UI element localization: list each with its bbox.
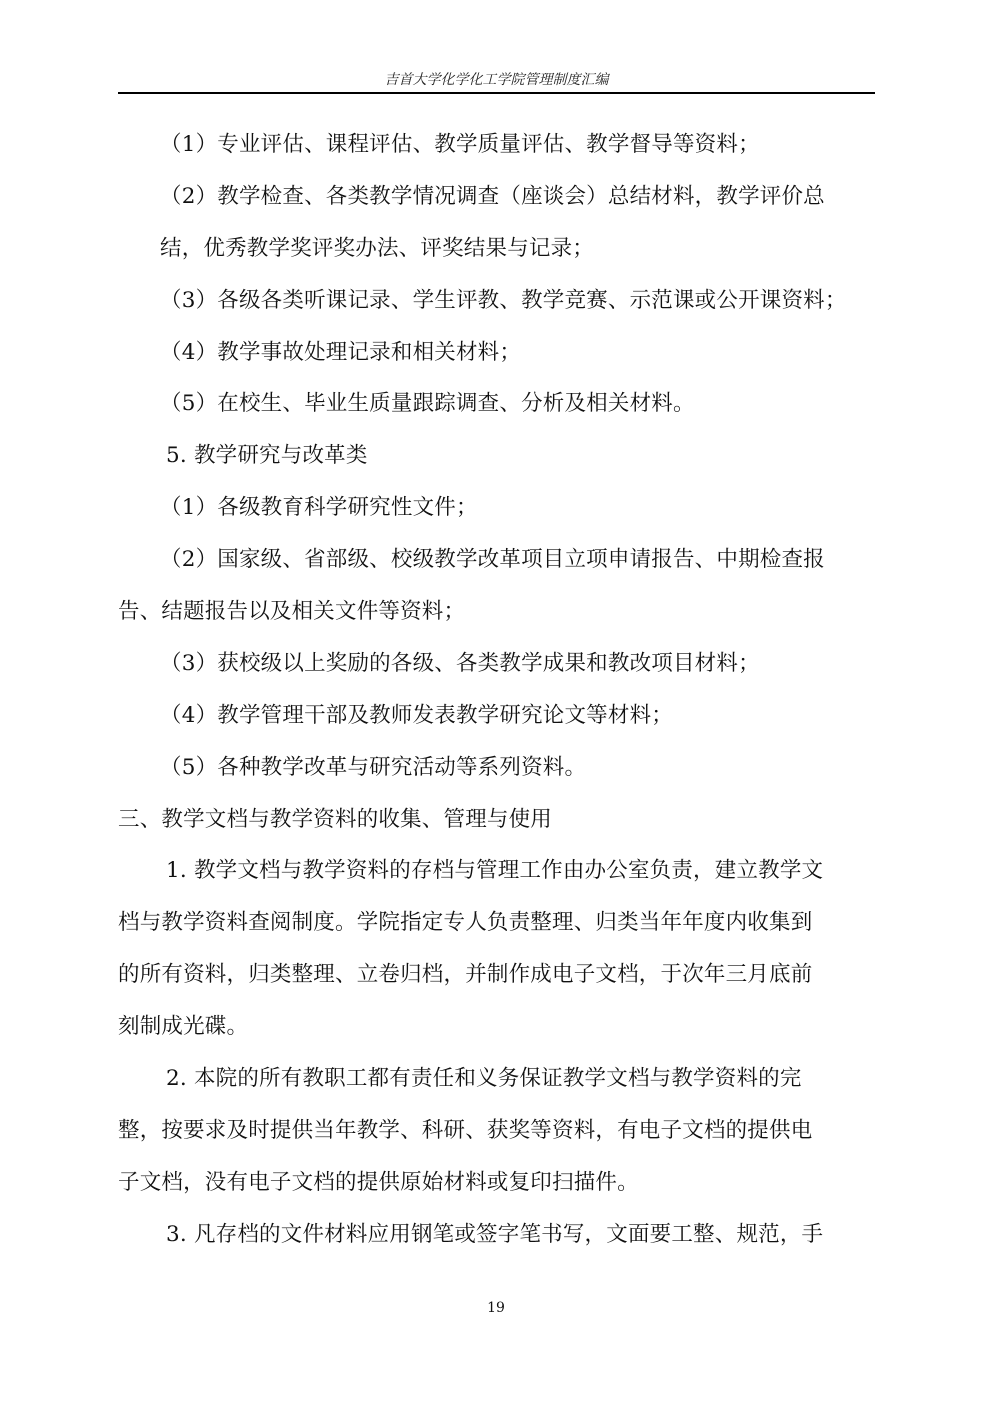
text-line: （3）获校级以上奖励的各级、各类教学成果和教改项目材料；: [160, 650, 760, 676]
text-line: （2）国家级、省部级、校级教学改革项目立项申请报告、中期检查报: [160, 547, 825, 573]
document-body: [118, 125, 875, 1267]
paragraph-line: 整，按要求及时提供当年教学、科研、获奖等资料，有电子文档的提供电: [118, 1117, 813, 1143]
running-header: 吉首大学化学化工学院管理制度汇编: [384, 72, 609, 88]
text-line: （2）教学检查、各类教学情况调查（座谈会）总结材料，教学评价总: [160, 183, 825, 209]
header-divider: [118, 92, 875, 94]
chapter-heading: 三、教学文档与教学资料的收集、管理与使用: [118, 806, 553, 832]
page-number: 19: [487, 1300, 505, 1316]
text-line: 结，优秀教学奖评奖办法、评奖结果与记录；: [160, 235, 595, 261]
text-line: （5）各种教学改革与研究活动等系列资料。: [160, 754, 587, 780]
paragraph-line: 3. 凡存档的文件材料应用钢笔或签字笔书写，文面要工整、规范，手: [166, 1221, 824, 1247]
text-line: （3）各级各类听课记录、学生评教、教学竞赛、示范课或公开课资料；: [160, 287, 847, 313]
text-line: （1）各级教育科学研究性文件；: [160, 495, 478, 521]
paragraph-line: 档与教学资料查阅制度。学院指定专人负责整理、归类当年年度内收集到: [118, 910, 813, 936]
paragraph-line: 刻制成光碟。: [118, 1014, 249, 1040]
section-heading: 5. 教学研究与改革类: [166, 443, 368, 469]
paragraph-line: 子文档，没有电子文档的提供原始材料或复印扫描件。: [118, 1169, 639, 1195]
paragraph-line: 的所有资料，归类整理、立卷归档，并制作成电子文档，于次年三月底前: [118, 962, 813, 988]
text-line: （4）教学管理干部及教师发表教学研究论文等材料；: [160, 702, 673, 728]
text-line: （1）专业评估、课程评估、教学质量评估、教学督导等资料；: [160, 132, 760, 157]
paragraph-line: 1. 教学文档与教学资料的存档与管理工作由办公室负责，建立教学文: [166, 858, 824, 884]
text-line: 告、结题报告以及相关文件等资料；: [118, 599, 466, 625]
text-line: （5）在校生、毕业生质量跟踪调查、分析及相关材料。: [160, 391, 695, 417]
paragraph-line: 2. 本院的所有教职工都有责任和义务保证教学文档与教学资料的完: [166, 1066, 802, 1092]
text-line: （4）教学事故处理记录和相关材料；: [160, 339, 522, 365]
